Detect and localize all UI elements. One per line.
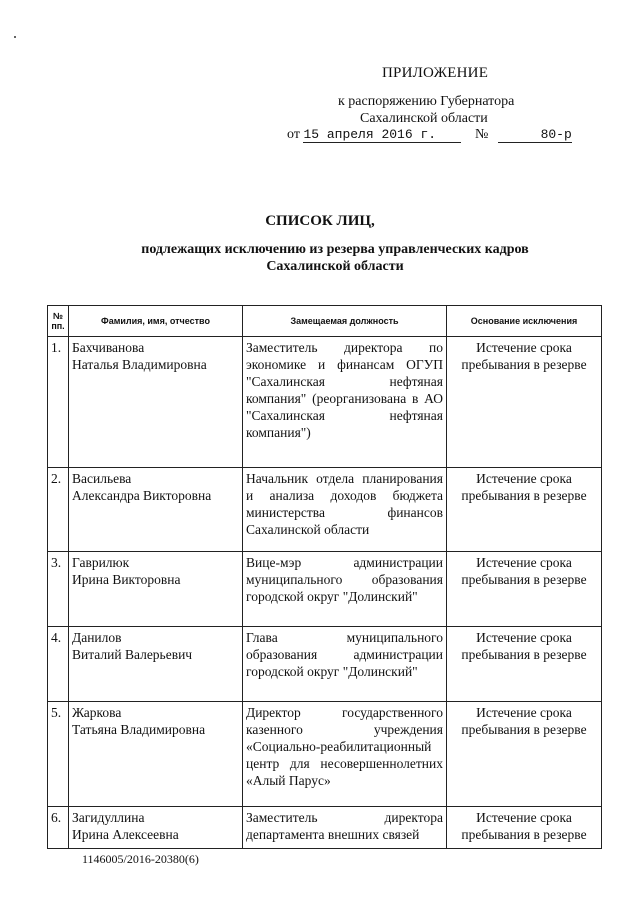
row-given-name: Александра Викторовна [72, 488, 212, 503]
header-reason: Основание исключения [447, 306, 602, 337]
row-reason: Истечение срока пребывания в резерве [447, 468, 602, 552]
row-given-name: Татьяна Владимировна [72, 722, 206, 737]
reserve-exclusion-table [47, 305, 602, 849]
row-name [69, 702, 243, 807]
row-name [69, 552, 243, 627]
row-position: Вице-мэр администрации муниципального образования городской округ "Долинский" [243, 552, 447, 627]
row-surname: Загидуллина [72, 810, 145, 825]
row-surname: Гаврилюк [72, 555, 130, 570]
row-reason: Истечение срока пребывания в резерве [447, 552, 602, 627]
row-given-name: Ирина Алексеевна [72, 827, 179, 842]
row-num: 6. [48, 807, 69, 849]
document-subtitle: подлежащих исключению из резерва управленческих кадров Сахалинской области [141, 242, 529, 274]
date-value: 15 апреля 2016 г. [303, 127, 461, 143]
table-row [48, 552, 602, 627]
row-num: 3. [48, 552, 69, 627]
table-row [48, 702, 602, 807]
row-position: Заместитель директора департамента внешних связей [243, 807, 447, 849]
annex-title: ПРИЛОЖЕНИЕ [382, 65, 489, 81]
header-position: Замещаемая должность [243, 306, 447, 337]
table-header-row [48, 306, 602, 337]
annex-line-1: к распоряжению Губернатора [338, 94, 515, 109]
table-row [48, 807, 602, 849]
table-row [48, 627, 602, 702]
date-prefix: от [287, 127, 300, 142]
row-position: Глава муниципального образования администрации городской округ "Долинский" [243, 627, 447, 702]
row-surname: Васильева [72, 471, 132, 486]
table-row [48, 337, 602, 468]
header-name: Фамилия, имя, отчество [69, 306, 243, 337]
row-name [69, 627, 243, 702]
row-num: 2. [48, 468, 69, 552]
row-num: 1. [48, 337, 69, 468]
annex-date-number [287, 127, 572, 143]
row-surname: Жаркова [72, 705, 122, 720]
header-num: № пп. [48, 306, 69, 337]
row-num: 4. [48, 627, 69, 702]
table-row [48, 468, 602, 552]
number-value: 80-р [498, 127, 572, 143]
row-surname: Бахчиванова [72, 340, 145, 355]
row-surname: Данилов [72, 630, 122, 645]
row-given-name: Ирина Викторовна [72, 572, 181, 587]
row-position: Заместитель директора по экономике и финансам ОГУП "Сахалинская нефтяная компания" (реорганизована в АО "Сахалинская нефтяная компания") [243, 337, 447, 468]
row-name [69, 807, 243, 849]
row-reason: Истечение срока пребывания в резерве [447, 702, 602, 807]
row-name [69, 468, 243, 552]
annex-line-2: Сахалинской области [360, 111, 488, 126]
row-name [69, 337, 243, 468]
row-num: 5. [48, 702, 69, 807]
row-position: Начальник отдела планирования и анализа доходов бюджета министерства финансов Сахалинской области [243, 468, 447, 552]
scan-speck [14, 36, 16, 38]
row-given-name: Виталий Валерьевич [72, 647, 193, 662]
row-given-name: Наталья Владимировна [72, 357, 207, 372]
row-reason: Истечение срока пребывания в резерве [447, 627, 602, 702]
row-reason: Истечение срока пребывания в резерве [447, 807, 602, 849]
document-code: 1146005/2016-20380(6) [82, 852, 199, 866]
number-label: № [474, 127, 489, 142]
row-position: Директор государственного казенного учреждения «Социально-реабилитационный центр для несовершеннолетних «Алый Парус» [243, 702, 447, 807]
document-title: СПИСОК ЛИЦ, [265, 213, 375, 229]
row-reason: Истечение срока пребывания в резерве [447, 337, 602, 468]
